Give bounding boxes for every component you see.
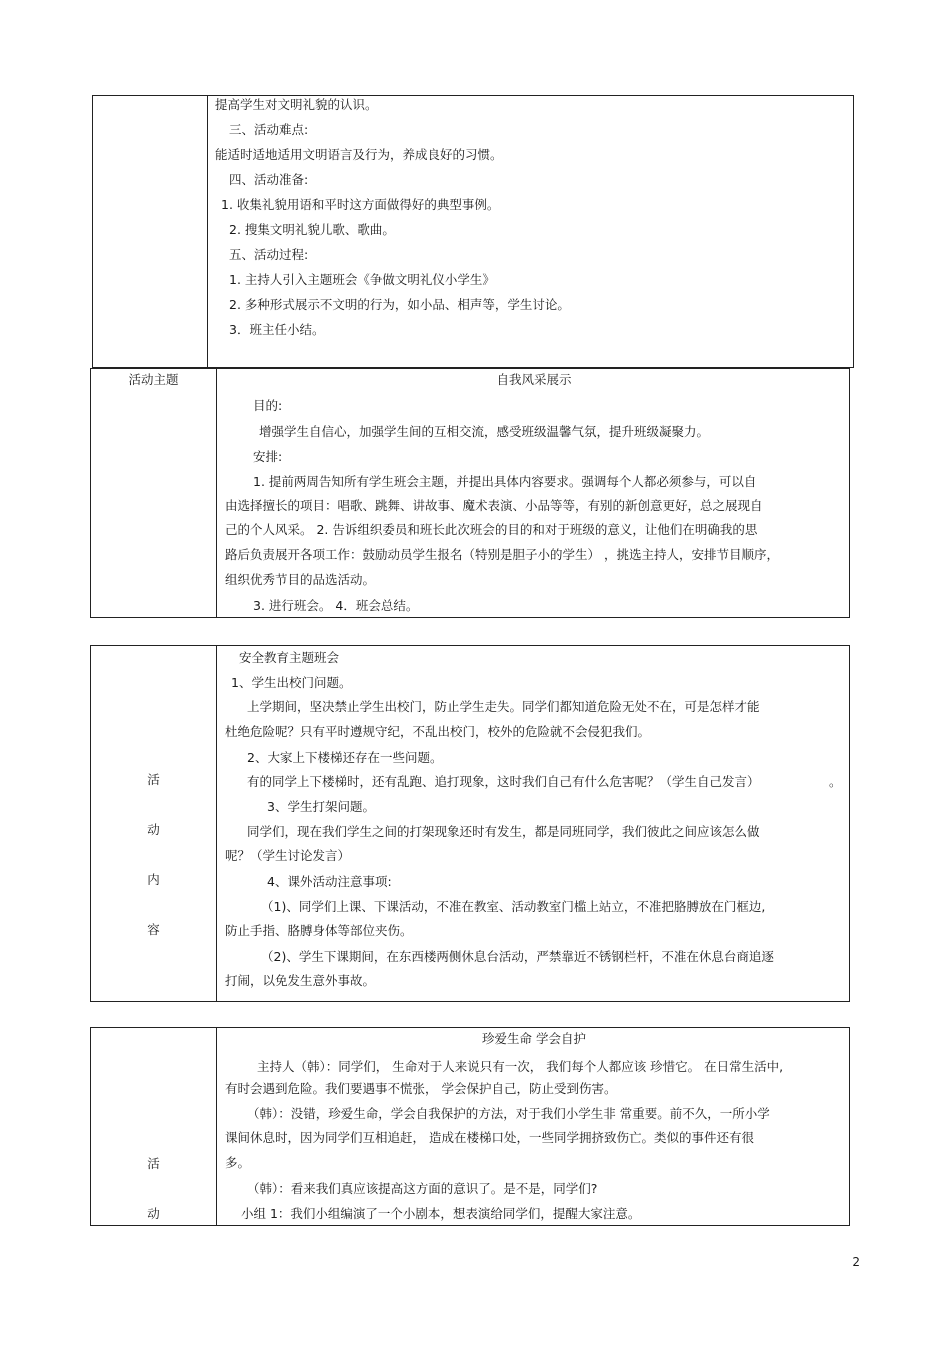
text-line: 能适时适地适用文明语言及行为，养成良好的习惯。 [215, 147, 503, 162]
table-safety-education [90, 645, 850, 1002]
column-divider [216, 646, 217, 1001]
section-title: 珍爱生命 学会自护 [482, 1031, 586, 1046]
table-cherish-life [90, 1027, 850, 1226]
table-self-showcase [90, 368, 850, 618]
text-line: 2、大家上下楼梯还存在一些问题。 [247, 750, 443, 765]
column-divider [207, 96, 208, 367]
text-line: 己的个人风采。 2. 告诉组织委员和班长此次班会的目的和对于班级的意义，让他们在明确我的思 [225, 522, 758, 537]
text-line: 三、活动难点: [229, 122, 309, 137]
text-line: 1、学生出校门问题。 [231, 675, 352, 690]
text-line: 多。 [225, 1155, 251, 1170]
text-line: 增强学生自信心，加强学生间的互相交流，感受班级温馨气氛，提升班级凝聚力。 [259, 424, 710, 439]
text-line: （1)、同学们上课、下课活动，不准在教室、活动教室门槛上站立，不准把胳膊放在门框边, [261, 899, 766, 914]
page-number: 2 [852, 1255, 860, 1269]
text-line: 五、活动过程: [229, 247, 309, 262]
text-line: 杜绝危险呢？只有平时遵规守纪，不乱出校门，校外的危险就不会侵犯我们。 [225, 724, 651, 739]
table-continued-activity [92, 95, 854, 368]
text-line: 由选择擅长的项目：唱歌、跳舞、讲故事、魔术表演、小品等等，有别的新创意更好，总之展现自 [225, 498, 763, 513]
text-line: 3. 进行班会。 4．班会总结。 [253, 598, 419, 613]
text-line: 有的同学上下楼梯时，还有乱跑、追打现象，这时我们自己有什么危害呢？（学生自己发言） [247, 774, 760, 789]
text-line: 四、活动准备: [229, 172, 309, 187]
text-line: 3、学生打架问题。 [267, 799, 375, 814]
text-line: 小组 1：我们小组编演了一个小剧本，想表演给同学们，提醒大家注意。 [241, 1206, 641, 1221]
label-char: 动 [147, 1206, 160, 1221]
text-line: 有时会遇到危险。我们要遇事不慌张， 学会保护自己，防止受到伤害。 [225, 1081, 617, 1096]
activity-theme-title: 自我风采展示 [496, 372, 572, 387]
text-line: 同学们，现在我们学生之间的打架现象还时有发生，都是同班同学，我们彼此之间应该怎么做 [247, 824, 760, 839]
text-line: 呢？（学生讨论发言） [225, 848, 351, 863]
text-line: 1. 主持人引入主题班会《争做文明礼仪小学生》 [229, 272, 495, 287]
text-line: 安排: [253, 449, 283, 464]
text-line: （韩）：没错，珍爱生命，学会自我保护的方法，对于我们小学生非 常重要。前不久，一所小学 [247, 1106, 770, 1121]
column-divider [216, 1028, 217, 1225]
text-line: 2. 多种形式展示不文明的行为，如小品、相声等，学生讨论。 [229, 297, 570, 312]
text-line: 上学期间，坚决禁止学生出校门，防止学生走失。同学们都知道危险无处不在，可是怎样才能 [247, 699, 760, 714]
text-line: 1. 提前两周告知所有学生班会主题，并提出具体内容要求。强调每个人都必须参与，可以自 [253, 474, 757, 489]
activity-theme-label: 活动主题 [128, 372, 179, 387]
label-char: 内 [147, 872, 160, 887]
text-line: 目的: [253, 398, 283, 413]
text-line: 3．班主任小结。 [229, 322, 325, 337]
text-line: 路后负责展开各项工作：鼓励动员学生报名（特别是胆子小的学生） ，挑选主持人，安排节目顺序， [225, 547, 779, 562]
text-line: 2. 搜集文明礼貌儿歌、歌曲。 [229, 222, 395, 237]
label-char: 动 [147, 822, 160, 837]
label-char: 活 [147, 1156, 160, 1171]
text-line: 打闹，以免发生意外事故。 [225, 973, 376, 988]
column-divider [216, 369, 217, 617]
section-title: 安全教育主题班会 [239, 650, 340, 665]
text-line: （韩）：看来我们真应该提高这方面的意识了。是不是，同学们? [247, 1181, 598, 1196]
text-line: 提高学生对文明礼貌的认识。 [215, 97, 378, 112]
text-line: 主持人（韩）：同学们， 生命对于人来说只有一次， 我们每个人都应该 珍惜它。 在日常生活中, [257, 1059, 784, 1074]
text-line: 组织优秀节目的品选活动。 [225, 572, 376, 587]
text-line: 课间休息时，因为同学们互相追赶， 造成在楼梯口处，一些同学拥挤致伤亡。类似的事件还有很 [225, 1130, 754, 1145]
label-char: 容 [147, 922, 160, 937]
text-line: 防止手指、胳膊身体等部位夹伤。 [225, 923, 413, 938]
text-line: 1. 收集礼貌用语和平时这方面做得好的典型事例。 [221, 197, 500, 212]
text-line: 4、课外活动注意事项: [267, 874, 392, 889]
label-char: 活 [147, 772, 160, 787]
text-line: （2)、学生下课期间，在东西楼两侧休息台活动，严禁靠近不锈钢栏杆，不准在休息台商追逐 [261, 949, 774, 964]
text-line: 。 [829, 774, 842, 789]
